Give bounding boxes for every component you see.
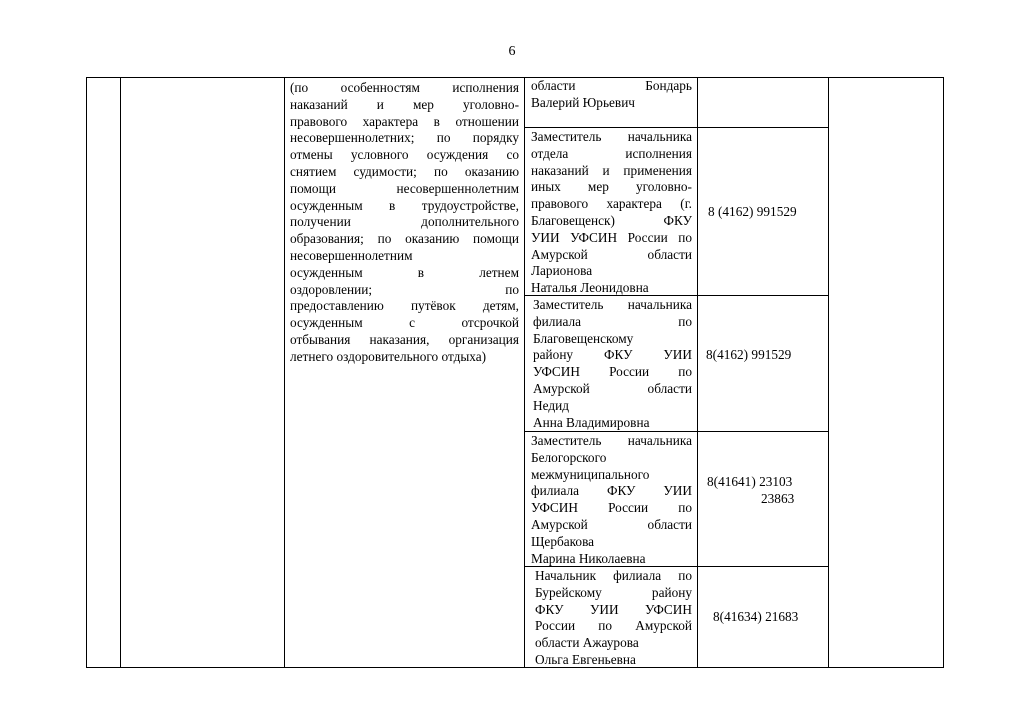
description-line: несовершеннолетним (290, 247, 413, 263)
contact-line: филиала по (533, 313, 692, 329)
contact-line: Амурской области (531, 516, 692, 532)
phone-number: 8(4162) 991529 (706, 347, 792, 362)
contact-line: Марина Николаевна (531, 550, 646, 566)
contact-line: ФКУ УИИ УФСИН (535, 601, 692, 617)
description-line: оздоровлении; по (290, 281, 519, 297)
description-cell (290, 80, 519, 366)
contact-line: филиала ФКУ УИИ (531, 483, 692, 499)
description-line: (по особенностям исполнения (290, 80, 519, 95)
contact-line: правового характера (г. (531, 196, 692, 212)
col-line-4 (697, 77, 698, 668)
phone-number: 8(41634) 21683 (713, 609, 799, 624)
contact-cell-1 (531, 129, 692, 297)
contact-line: области Ажаурова (535, 635, 639, 651)
contact-line: Заместитель начальника (531, 433, 692, 448)
contact-line: Амурской области (531, 246, 692, 262)
contact-line: Заместитель начальника (531, 129, 692, 144)
description-line: помощи несовершеннолетним (290, 180, 519, 196)
contact-line: Благовещенск) ФКУ (531, 212, 692, 228)
col-line-2 (284, 77, 285, 668)
description-line: осужденным с отсрочкой (290, 315, 519, 331)
table-bottom-border (86, 667, 944, 668)
contact-line: межмуниципального (531, 466, 650, 482)
contact-line: Бурейскому району (535, 584, 692, 600)
description-line: предоставлению путёвок детям, (290, 298, 519, 314)
contact-line: Белогорского (531, 449, 607, 465)
contact-line: России по Амурской (535, 618, 692, 634)
contact-cell-3 (531, 433, 692, 567)
description-line: наказаний и мер уголовно- (290, 96, 519, 112)
col-line-3 (524, 77, 525, 668)
description-line: получении дополнительного (290, 214, 519, 230)
description-line: осужденным в трудоустройстве, (290, 197, 519, 213)
description-line: образования; по оказанию помощи (290, 231, 519, 247)
description-line: несовершеннолетних; по порядку (290, 130, 519, 146)
description-line: снятием судимости; по оказанию (290, 163, 519, 179)
contact-line: Анна Владимировна (533, 414, 650, 430)
description-line: летнего оздоровительного отдыха) (290, 348, 487, 364)
contact-cell-2 (533, 297, 692, 431)
contact-cell-4 (535, 568, 692, 669)
phone-number: 8 (4162) 991529 (708, 204, 797, 219)
phone-number: 23863 (761, 490, 795, 506)
description-line: осужденным в летнем (290, 264, 519, 280)
page-number: 6 (508, 44, 516, 59)
contact-line: УФСИН России по (533, 364, 692, 380)
contact-line: наказаний и применения (531, 162, 692, 178)
contact-line: району ФКУ УИИ (533, 347, 692, 363)
contact-line: иных мер уголовно- (531, 179, 692, 195)
contact-line: Амурской области (533, 380, 692, 396)
contact-line: Заместитель начальника (533, 297, 692, 312)
col-line-5 (828, 77, 829, 668)
contact-line: Валерий Юрьевич (531, 94, 635, 110)
contact-line: отдела исполнения (531, 145, 692, 161)
contact-line: Щербакова (531, 533, 595, 549)
contact-line: УИИ УФСИН России по (531, 229, 692, 245)
description-line: отмены условного осуждения со (290, 147, 519, 163)
contact-line: области Бондарь (531, 78, 692, 93)
contact-line: Начальник филиала по (535, 568, 692, 583)
row-separator-1 (524, 127, 829, 128)
description-line: отбывания наказания, организация (290, 331, 519, 347)
contact-line: УФСИН России по (531, 500, 692, 516)
contact-cell-0 (531, 78, 692, 112)
contact-line: Ольга Евгеньевна (535, 651, 636, 667)
contact-line: Недид (533, 397, 569, 413)
table-top-border (86, 77, 944, 78)
col-line-6 (943, 77, 944, 668)
phone-cell-1 (708, 204, 797, 221)
col-line-0 (86, 77, 87, 668)
phone-cell-4 (713, 609, 798, 626)
contact-line: Благовещенскому (533, 330, 634, 346)
col-line-1 (120, 77, 121, 668)
contact-line: Ларионова (531, 263, 593, 279)
phone-number: 8(41641) 23103 (707, 474, 793, 489)
phone-cell-2 (706, 347, 791, 364)
description-line: правового характера в отношении (290, 113, 519, 129)
contact-line: Наталья Леонидовна (531, 280, 649, 296)
phone-cell-3 (707, 474, 794, 508)
